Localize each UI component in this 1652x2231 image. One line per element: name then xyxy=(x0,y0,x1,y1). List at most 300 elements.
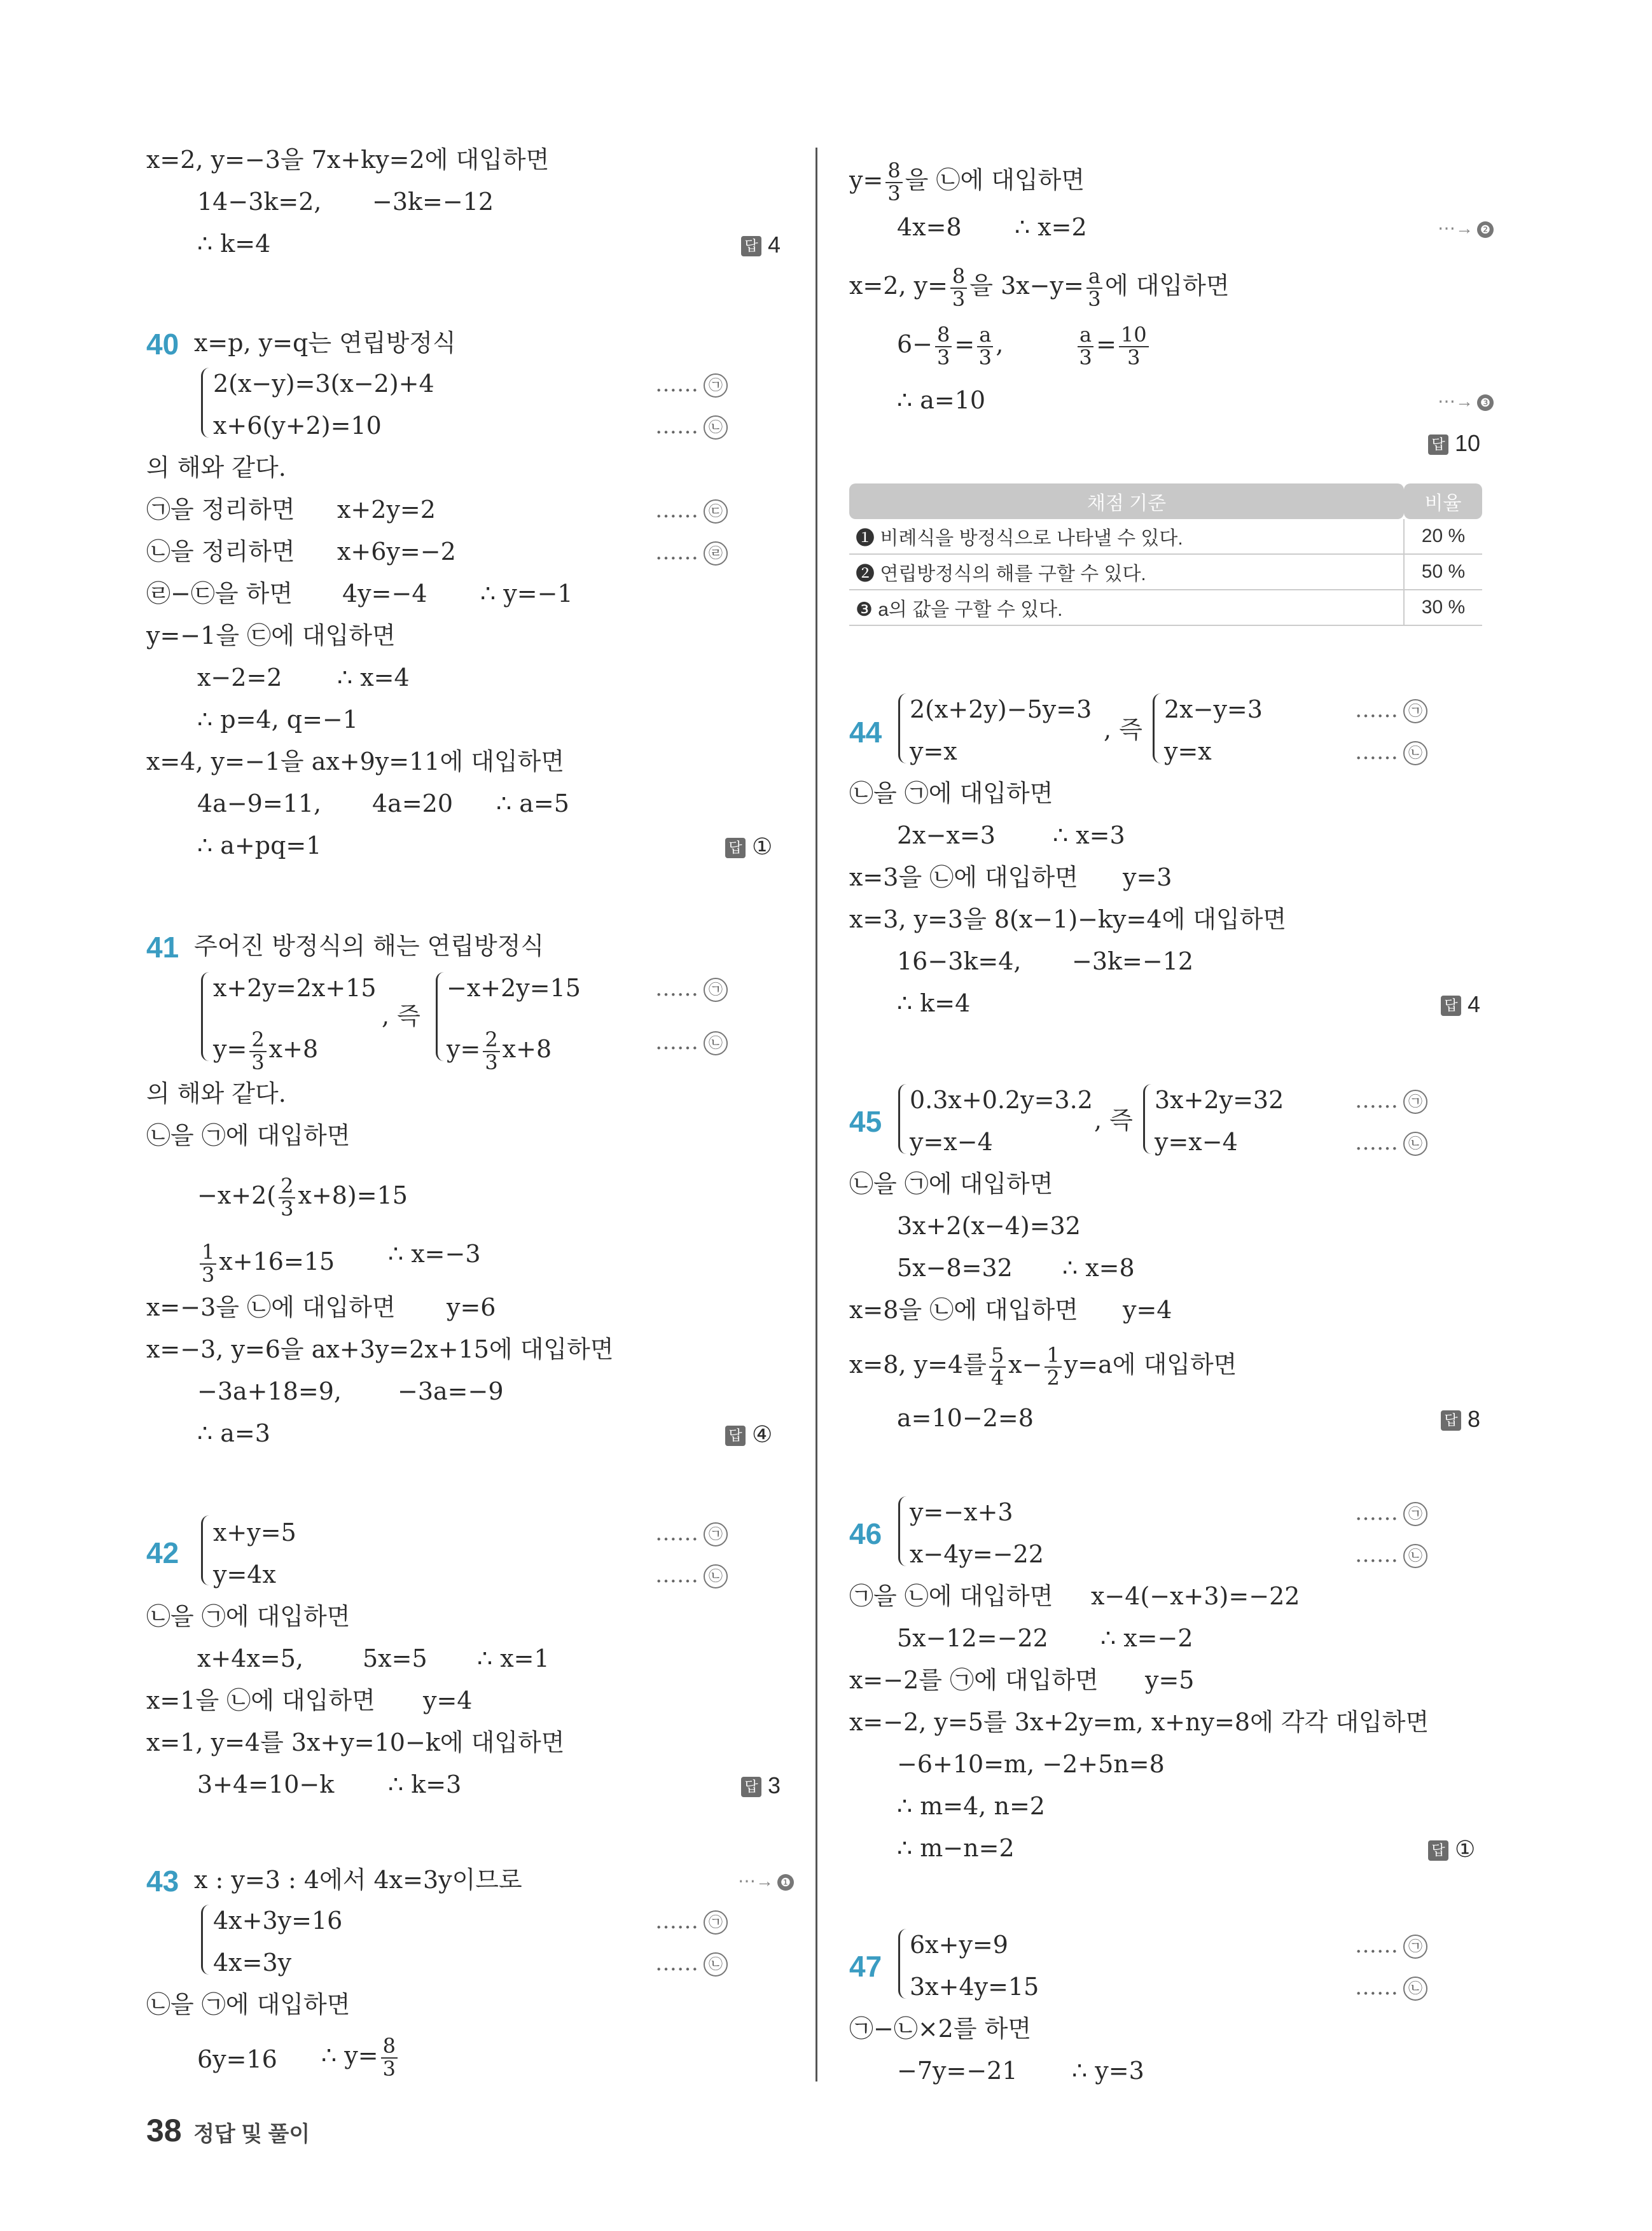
equation: y=x xyxy=(1164,737,1212,765)
system-brace xyxy=(898,693,906,763)
step-number: ❸ xyxy=(1477,394,1494,411)
denominator: 3 xyxy=(1088,286,1101,311)
equation-tag xyxy=(655,1029,728,1055)
numerator: 2 xyxy=(279,1176,295,1199)
equation: ∴ x=−2 xyxy=(1100,1624,1193,1652)
text-line: x=−3, y=6을 ax+3y=2x+15에 대입하면 xyxy=(146,1335,614,1363)
denominator: 3 xyxy=(202,1262,215,1287)
dots: …… xyxy=(1355,1542,1398,1567)
equation: 4a=20 xyxy=(372,789,454,817)
equation: x+2y=2x+15 xyxy=(213,974,377,1002)
answer-icon: 답 xyxy=(741,1777,761,1797)
circle-label: ㉡ xyxy=(1403,1977,1427,2001)
numerator: 8 xyxy=(381,2036,398,2059)
system-brace xyxy=(898,1929,906,1999)
equation: x−4(−x+3)=−22 xyxy=(1091,1582,1300,1610)
system-brace xyxy=(201,972,209,1061)
dots: …… xyxy=(655,372,698,397)
equation: y=4 xyxy=(423,1686,473,1714)
grading-percent: 50 % xyxy=(1404,554,1482,590)
equation: 4x+3y=16 xyxy=(213,1907,343,1935)
numerator: a xyxy=(1086,266,1102,289)
equation: 4x=3y xyxy=(213,1949,292,1977)
eq-part: = xyxy=(1096,330,1116,359)
numerator: 2 xyxy=(483,1029,499,1052)
circle-label: ㉠ xyxy=(1403,699,1427,723)
footer-title: 정답 및 풀이 xyxy=(193,2122,310,2146)
equation: 6x+y=9 xyxy=(910,1931,1008,1959)
equation: y=x−4 xyxy=(1155,1128,1238,1156)
grading-row xyxy=(849,519,1482,554)
circle-label: ㉢ xyxy=(704,499,728,524)
eq-part: −x+2( xyxy=(197,1181,277,1210)
answer-icon: 답 xyxy=(741,236,761,256)
circle-label: ㉣ xyxy=(704,541,728,566)
circle-label: ㉡ xyxy=(704,1564,728,1588)
eq-part: y= xyxy=(849,166,884,195)
answer-value: ① xyxy=(1455,1836,1476,1862)
equation-tag xyxy=(655,1520,728,1546)
equation: ∴ x=−3 xyxy=(388,1240,481,1268)
circle-label: ㉡ xyxy=(1403,1544,1427,1568)
equation: 16−3k=4, xyxy=(897,947,1022,975)
equation: y=4x xyxy=(213,1560,276,1588)
text-line: y=−1을 ㉢에 대입하면 xyxy=(146,622,396,650)
fraction xyxy=(1119,324,1149,368)
equation: ∴ y=−1 xyxy=(480,580,573,608)
denominator: 4 xyxy=(990,1365,1004,1390)
fraction xyxy=(885,160,902,204)
step-arrow: ⋯→ xyxy=(738,1871,774,1891)
equation xyxy=(213,1029,318,1073)
denominator: 2 xyxy=(1046,1365,1060,1390)
answer-icon: 답 xyxy=(1428,434,1448,455)
grading-header-ratio: 비율 xyxy=(1404,483,1482,519)
denominator: 3 xyxy=(1127,345,1141,370)
dots: …… xyxy=(1355,1975,1398,2000)
equation: y=3 xyxy=(1123,863,1172,891)
question-number: 45 xyxy=(849,1105,882,1138)
text-line: x=−2, y=5를 3x+2y=m, x+ny=8에 각각 대입하면 xyxy=(849,1708,1429,1736)
text-line: 의 해와 같다. xyxy=(146,454,286,482)
equation-tag xyxy=(1355,1975,1427,2001)
answer-value: ① xyxy=(752,833,773,859)
text-line: , 즉 xyxy=(1094,1106,1133,1134)
equation xyxy=(849,1345,1237,1389)
fraction xyxy=(989,1345,1006,1389)
text-line: ㉡을 ㉠에 대입하면 xyxy=(146,1991,351,2019)
system-brace xyxy=(201,1905,209,1975)
text-line: , 즉 xyxy=(1104,716,1142,744)
criterion-text: 비례식을 방정식으로 나타낼 수 있다. xyxy=(880,528,1183,549)
page-footer xyxy=(146,2112,310,2149)
eq-part: x=8, y=4를 xyxy=(849,1351,987,1379)
answer-icon: 답 xyxy=(725,1426,746,1446)
numerator: a xyxy=(1078,324,1093,347)
fraction xyxy=(950,266,967,310)
equation: x−4y=−22 xyxy=(910,1540,1044,1568)
eq-part: ∴ y= xyxy=(321,2041,378,2070)
denominator: 3 xyxy=(1079,345,1092,370)
text-line: x=4, y=−1을 ax+9y=11에 대입하면 xyxy=(146,747,565,775)
equation: 3x+2(x−4)=32 xyxy=(897,1212,1081,1240)
question-number: 44 xyxy=(849,716,882,749)
fraction xyxy=(1045,1345,1061,1389)
text-line: ㉠−㉡×2를 하면 xyxy=(849,2015,1032,2043)
grading-header xyxy=(849,483,1482,519)
dots: …… xyxy=(1355,1088,1398,1113)
equation-tag xyxy=(655,976,728,1002)
text-line: ㉡을 ㉠에 대입하면 xyxy=(849,1170,1053,1198)
dots: …… xyxy=(655,1520,698,1546)
eq-part: y= xyxy=(447,1035,481,1064)
denominator: 3 xyxy=(281,1196,294,1221)
equation: ∴ x=1 xyxy=(477,1644,550,1672)
fraction xyxy=(1078,324,1093,368)
equation: −x+2y=15 xyxy=(447,974,581,1002)
answer-icon: 답 xyxy=(1441,996,1461,1016)
system-brace xyxy=(898,1496,906,1566)
column-divider xyxy=(816,148,817,2082)
grading-row xyxy=(849,554,1482,590)
equation: ∴ x=3 xyxy=(1053,821,1125,849)
question-number: 46 xyxy=(849,1517,882,1550)
text-line: ㉠을 정리하면 xyxy=(146,496,295,524)
equation: 6y=16 xyxy=(197,2045,277,2073)
answer-mark xyxy=(1428,1836,1475,1863)
equation-tag xyxy=(1355,1542,1427,1568)
equation-tag xyxy=(1355,1088,1427,1114)
dots: …… xyxy=(655,1950,698,1976)
question-title: x=p, y=q는 연립방정식 xyxy=(194,329,456,357)
question-number: 43 xyxy=(146,1865,179,1898)
answer-value: 3 xyxy=(768,1772,781,1798)
text-line: ㉡을 ㉠에 대입하면 xyxy=(146,1602,351,1630)
equation: 2x−x=3 xyxy=(897,821,996,849)
equation: ∴ y=3 xyxy=(1072,2057,1144,2085)
answer-value: ④ xyxy=(752,1421,773,1447)
numerator: 2 xyxy=(249,1029,266,1052)
equation: ∴ x=4 xyxy=(337,664,410,692)
equation: −3k=−12 xyxy=(1072,947,1194,975)
equation: 4x=8 xyxy=(897,213,962,241)
equation xyxy=(197,1176,408,1220)
equation: y=x−4 xyxy=(910,1128,993,1156)
equation: ∴ x=8 xyxy=(1062,1254,1135,1282)
equation: −3a=−9 xyxy=(398,1377,504,1405)
equation: 2(x−y)=3(x−2)+4 xyxy=(213,370,434,398)
dots: …… xyxy=(655,976,698,1001)
grading-table xyxy=(849,483,1482,626)
circle-label: ㉠ xyxy=(1403,1502,1427,1526)
answer-mark xyxy=(741,232,781,258)
step-marker xyxy=(1438,218,1494,239)
equation: 3+4=10−k xyxy=(197,1770,335,1798)
eq-part: x+8 xyxy=(268,1035,319,1064)
numerator: 8 xyxy=(885,160,902,183)
text-line: −3k=−12 xyxy=(372,188,494,216)
dots: …… xyxy=(1355,697,1398,723)
answer-mark xyxy=(725,1421,772,1448)
question-number: 41 xyxy=(146,931,179,964)
question-title: 주어진 방정식의 해는 연립방정식 xyxy=(194,932,545,960)
equation: ∴ k=4 xyxy=(897,989,971,1017)
text-line: x=3을 ㉡에 대입하면 xyxy=(849,863,1078,891)
denominator: 3 xyxy=(485,1050,498,1074)
equation: 3x+2y=32 xyxy=(1155,1086,1284,1114)
eq-part: 을 3x−y= xyxy=(969,272,1084,300)
equation: 3x+4y=15 xyxy=(910,1973,1039,2001)
eq-part: 에 대입하면 xyxy=(1104,272,1230,300)
denominator: 3 xyxy=(952,286,966,311)
fraction xyxy=(1086,266,1102,310)
equation: ∴ k=3 xyxy=(388,1770,462,1798)
numerator: 1 xyxy=(1045,1345,1061,1368)
equation: x−2=2 xyxy=(197,664,282,692)
equation: ∴ p=4, q=−1 xyxy=(197,705,358,733)
answer-value: 4 xyxy=(1468,991,1481,1017)
equation: x+2y=2 xyxy=(337,496,436,524)
equation: ∴ a=5 xyxy=(496,789,569,817)
fraction xyxy=(249,1029,266,1073)
numerator: 10 xyxy=(1119,324,1149,347)
grading-header-criteria: 채점 기준 xyxy=(849,483,1404,519)
dots: …… xyxy=(1355,1130,1398,1155)
text-line: ㉡을 ㉠에 대입하면 xyxy=(849,779,1053,807)
equation-tag xyxy=(655,1950,728,1977)
equation: y=x xyxy=(910,737,957,765)
equation: −3a+18=9, xyxy=(197,1377,342,1405)
numerator: a xyxy=(977,324,993,347)
numerator: 1 xyxy=(200,1242,216,1265)
fraction xyxy=(977,324,993,368)
circle-label: ㉠ xyxy=(1403,1935,1427,1959)
text-line: x=2, y=−3을 7x+ky=2에 대입하면 xyxy=(146,146,550,174)
equation: y=4 xyxy=(1123,1296,1172,1324)
system-brace xyxy=(201,1515,209,1585)
equation xyxy=(897,324,1003,368)
circle-label: ㉠ xyxy=(704,978,728,1002)
denominator: 3 xyxy=(978,345,992,370)
answer-value: 4 xyxy=(768,232,781,258)
text-line: x=1을 ㉡에 대입하면 xyxy=(146,1686,375,1714)
equation xyxy=(1075,324,1151,368)
eq-part: x− xyxy=(1008,1351,1043,1379)
numerator: 5 xyxy=(989,1345,1006,1368)
step-number: ❶ xyxy=(777,1874,794,1891)
equation: 5x−8=32 xyxy=(897,1254,1013,1282)
answer-mark xyxy=(1428,430,1480,457)
criterion-text: a의 값을 구할 수 있다. xyxy=(878,599,1063,620)
dots: …… xyxy=(1355,1933,1398,1958)
eq-part: , xyxy=(996,330,1004,359)
equation: ∴ x=2 xyxy=(1015,213,1087,241)
grading-percent: 30 % xyxy=(1404,590,1482,625)
equation: x+y=5 xyxy=(213,1519,296,1546)
text-line: ㉠을 ㉡에 대입하면 xyxy=(849,1582,1053,1610)
grading-criterion xyxy=(849,554,1404,590)
dots: …… xyxy=(655,539,698,565)
criterion-text: 연립방정식의 해를 구할 수 있다. xyxy=(880,564,1146,585)
system-brace xyxy=(436,972,444,1061)
answer-value: 8 xyxy=(1468,1406,1481,1432)
equation: y=6 xyxy=(447,1293,496,1321)
text-line: ㉡을 ㉠에 대입하면 xyxy=(146,1122,351,1150)
equation: ∴ m=4, n=2 xyxy=(897,1792,1045,1820)
circle-label: ㉡ xyxy=(1403,1132,1427,1156)
eq-part: 을 ㉡에 대입하면 xyxy=(905,166,1085,195)
system-brace xyxy=(201,368,209,438)
dots: …… xyxy=(655,1562,698,1588)
equation: 4y=−4 xyxy=(342,580,427,608)
eq-part: x+8)=15 xyxy=(298,1181,408,1210)
equation: x+4x=5, xyxy=(197,1644,303,1672)
eq-part: x+8 xyxy=(502,1035,552,1064)
eq-part: y= xyxy=(213,1035,247,1064)
eq-part: x=2, y= xyxy=(849,272,948,300)
equation: 2x−y=3 xyxy=(1164,695,1263,723)
equation: ∴ m−n=2 xyxy=(897,1834,1015,1862)
system-brace xyxy=(1143,1084,1151,1154)
equation-tag xyxy=(655,1562,728,1588)
question-number: 42 xyxy=(146,1536,179,1569)
text-line: x=3, y=3을 8(x−1)−ky=4에 대입하면 xyxy=(849,905,1287,933)
equation: 5x=5 xyxy=(363,1644,427,1672)
answer-mark xyxy=(1441,1406,1480,1433)
denominator: 3 xyxy=(937,345,950,370)
text-line: x=−2를 ㉠에 대입하면 xyxy=(849,1666,1099,1694)
circle-label: ㉡ xyxy=(704,415,728,440)
grading-criterion xyxy=(849,519,1404,554)
question-title: x : y=3 : 4에서 4x=3y이므로 xyxy=(194,1866,522,1894)
equation-tag xyxy=(1355,1130,1427,1156)
circle-label: ㉡ xyxy=(704,1031,728,1055)
criterion-index: ❸ xyxy=(856,599,873,620)
circle-label: ㉠ xyxy=(704,1522,728,1546)
equation: y=5 xyxy=(1145,1666,1195,1694)
equation-tag xyxy=(1355,1933,1427,1959)
answer-icon: 답 xyxy=(1428,1840,1448,1861)
fraction xyxy=(381,2036,398,2080)
equation: ∴ a=10 xyxy=(897,386,986,414)
question-number: 47 xyxy=(849,1950,882,1983)
equation xyxy=(447,1029,552,1073)
equation xyxy=(849,266,1230,310)
equation: 5x−12=−22 xyxy=(897,1624,1048,1652)
equation: 2(x+2y)−5y=3 xyxy=(910,695,1092,723)
criterion-index: ❶ xyxy=(856,528,875,549)
answer-mark xyxy=(725,833,772,860)
circle-label: ㉠ xyxy=(1403,1090,1427,1114)
fraction xyxy=(279,1176,295,1220)
fraction xyxy=(200,1242,216,1286)
equation-tag xyxy=(1355,697,1427,723)
text-line: ∴ k=4 xyxy=(197,230,271,258)
answer-value: 10 xyxy=(1455,430,1481,456)
numerator: 8 xyxy=(950,266,967,289)
page-number: 38 xyxy=(146,2113,182,2148)
denominator: 3 xyxy=(382,2056,396,2081)
step-arrow: ⋯→ xyxy=(1438,218,1473,238)
text-line: ㉣−㉢을 하면 xyxy=(146,580,293,608)
equation-tag xyxy=(1355,1500,1427,1526)
equation: ∴ a+pq=1 xyxy=(197,831,322,859)
dots: …… xyxy=(655,414,698,439)
eq-part: y=a에 대입하면 xyxy=(1064,1351,1237,1379)
equation: y=−x+3 xyxy=(910,1498,1013,1526)
equation: x+6y=−2 xyxy=(337,538,456,566)
fraction xyxy=(483,1029,499,1073)
circle-label: ㉡ xyxy=(704,1952,728,1977)
answer-mark xyxy=(1441,991,1480,1018)
equation: 0.3x+0.2y=3.2 xyxy=(910,1086,1093,1114)
denominator: 3 xyxy=(251,1050,265,1074)
fraction xyxy=(935,324,952,368)
circle-label: ㉠ xyxy=(704,1910,728,1935)
text-line: 의 해와 같다. xyxy=(146,1080,286,1108)
dots: …… xyxy=(1355,1500,1398,1526)
answer-icon: 답 xyxy=(725,838,746,858)
equation: ∴ a=3 xyxy=(197,1419,270,1447)
equation: x+6(y+2)=10 xyxy=(213,412,382,440)
equation-tag xyxy=(655,414,728,440)
numerator: 8 xyxy=(935,324,952,347)
text-line: , 즉 xyxy=(382,1002,420,1030)
step-arrow: ⋯→ xyxy=(1438,391,1473,411)
eq-part: = xyxy=(954,330,975,359)
system-brace xyxy=(1153,693,1161,763)
dots: …… xyxy=(655,497,698,523)
grading-row xyxy=(849,590,1482,625)
equation: −6+10=m, −2+5n=8 xyxy=(897,1750,1165,1778)
denominator: 3 xyxy=(887,181,901,205)
dots: …… xyxy=(1355,739,1398,765)
answer-icon: 답 xyxy=(1441,1410,1461,1431)
equation: 4a−9=11, xyxy=(197,789,322,817)
text-line: x=8을 ㉡에 대입하면 xyxy=(849,1296,1078,1324)
text-line: ㉡을 정리하면 xyxy=(146,538,295,566)
system-brace xyxy=(898,1084,906,1154)
equation-tag xyxy=(655,1908,728,1935)
criterion-index: ❷ xyxy=(856,564,875,585)
equation-tag xyxy=(1355,739,1427,765)
text-line: x=1, y=4를 3x+y=10−k에 대입하면 xyxy=(146,1728,565,1756)
equation: −7y=−21 xyxy=(897,2057,1018,2085)
equation-tag xyxy=(655,539,728,566)
equation: a=10−2=8 xyxy=(897,1404,1034,1432)
equation-tag xyxy=(655,372,728,398)
step-marker xyxy=(738,1870,794,1891)
text-line: x=−3을 ㉡에 대입하면 xyxy=(146,1293,396,1321)
dots: …… xyxy=(655,1908,698,1934)
grading-percent: 20 % xyxy=(1404,519,1482,554)
step-marker xyxy=(1438,391,1494,412)
text-line: 14−3k=2, xyxy=(197,188,322,216)
equation-tag xyxy=(655,497,728,524)
question-number: 40 xyxy=(146,328,179,361)
dots: …… xyxy=(655,1029,698,1055)
answer-mark xyxy=(741,1772,781,1799)
grading-criterion xyxy=(849,590,1404,625)
circle-label: ㉡ xyxy=(1403,741,1427,765)
eq-part: x+16=15 xyxy=(219,1248,335,1276)
circle-label: ㉠ xyxy=(704,373,728,398)
step-number: ❷ xyxy=(1477,221,1494,238)
equation xyxy=(197,1242,335,1286)
equation xyxy=(321,2036,400,2080)
eq-part: 6− xyxy=(897,330,933,359)
equation xyxy=(849,160,1085,204)
